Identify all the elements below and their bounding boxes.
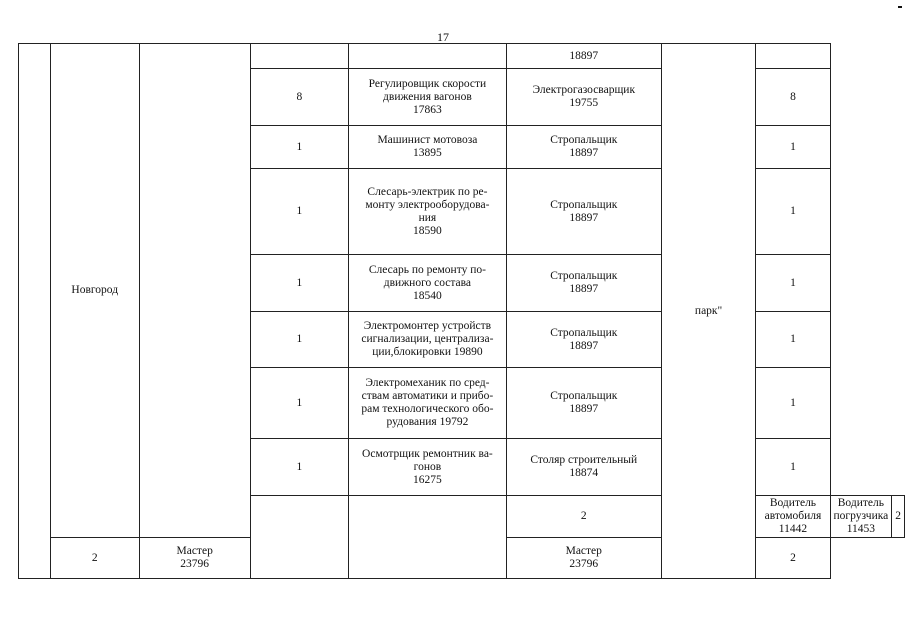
qty-cell: 1 xyxy=(250,439,348,496)
qty-cell: 1 xyxy=(250,255,348,312)
related-profession-cell: Стропальщик 18897 xyxy=(506,312,661,368)
profession-cell: Слесарь-электрик по ре- монту электрооборудова- ния 18590 xyxy=(349,169,507,255)
profession-cell: Регулировщик скорости движения вагонов 17863 xyxy=(349,69,507,126)
profession-cell: Электромонтер устройств сигнализации, централиза- ции,блокировки 19890 xyxy=(349,312,507,368)
qty-cell: 2 xyxy=(506,496,661,538)
qty-cell: 1 xyxy=(250,312,348,368)
profession-cell: Водитель автомобиля 11442 xyxy=(756,496,830,538)
related-profession-cell: Стропальщик 18897 xyxy=(506,255,661,312)
related-profession-cell: Стропальщик 18897 xyxy=(506,169,661,255)
table-row xyxy=(19,44,905,69)
region-cell-2 xyxy=(250,496,348,579)
blank-cell xyxy=(19,44,51,579)
qty2-cell: 1 xyxy=(756,169,830,255)
quota-table xyxy=(18,43,905,579)
region-cell: Новгород xyxy=(50,44,139,538)
profession-cell: Мастер 23796 xyxy=(139,538,250,579)
qty-cell: 1 xyxy=(250,368,348,439)
organization-cell xyxy=(139,44,250,538)
related-profession-cell: Водитель погрузчика 11453 xyxy=(830,496,892,538)
qty2-cell: 8 xyxy=(756,69,830,126)
qty2-cell: 2 xyxy=(756,538,830,579)
related-profession-cell: 18897 xyxy=(506,44,661,69)
qty2-cell: 1 xyxy=(756,312,830,368)
qty2-cell: 1 xyxy=(756,439,830,496)
qty2-cell: 1 xyxy=(756,368,830,439)
workplace-cell: парк" xyxy=(661,44,756,579)
profession-cell xyxy=(349,44,507,69)
related-profession-cell: Стропальщик 18897 xyxy=(506,126,661,169)
qty2-cell xyxy=(756,44,830,69)
profession-cell: Электромеханик по сред- ствам автоматики и прибо- рам технологического обо- рудования 19792 xyxy=(349,368,507,439)
profession-cell: Машинист мотовоза 13895 xyxy=(349,126,507,169)
qty-cell: 2 xyxy=(50,538,139,579)
profession-cell: Слесарь по ремонту по- движного состава 18540 xyxy=(349,255,507,312)
related-profession-cell: Мастер 23796 xyxy=(506,538,661,579)
corner-mark xyxy=(898,6,902,8)
related-profession-cell: Электрогазосварщик 19755 xyxy=(506,69,661,126)
page-number: 17 xyxy=(437,30,449,44)
organization-cell-2 xyxy=(349,496,507,579)
qty2-cell: 1 xyxy=(756,255,830,312)
related-profession-cell: Стропальщик 18897 xyxy=(506,368,661,439)
qty-cell: 1 xyxy=(250,126,348,169)
qty2-cell: 2 xyxy=(892,496,905,538)
qty-cell: 1 xyxy=(250,169,348,255)
profession-cell: Осмотрщик ремонтник ва- гонов 16275 xyxy=(349,439,507,496)
qty-cell: 8 xyxy=(250,69,348,126)
qty-cell xyxy=(250,44,348,69)
related-profession-cell: Столяр строительный 18874 xyxy=(506,439,661,496)
qty2-cell: 1 xyxy=(756,126,830,169)
